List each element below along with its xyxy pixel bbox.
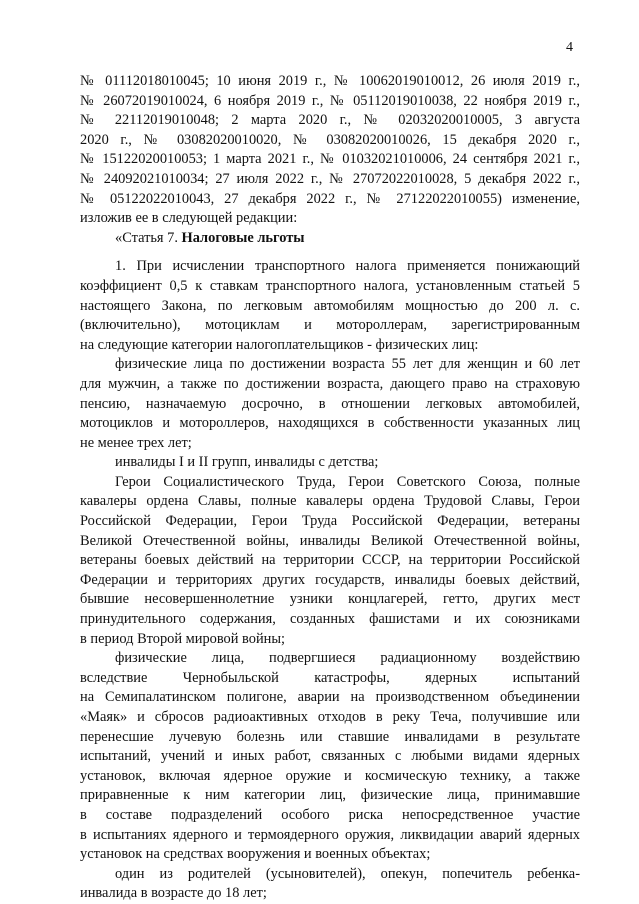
text-line: в составе подразделений особого риска непосредственное участие [80,806,580,823]
text-line: № 05122022010043, 27 декабря 2022 г., № 27122022010055) изменение, [80,190,580,207]
text-line: мотоциклов и мотороллеров, находящихся в собственности указанных лиц [80,415,580,432]
text-line: № 26072019010024, 6 ноября 2019 г., № 05112019010038, 22 ноября 2019 г., [80,92,580,109]
text-line: инвалида в возрасте до 18 лет; [80,885,267,902]
paragraph-radiation [80,649,580,865]
intro-paragraph [80,72,580,229]
text-line: один из родителей (усыновителей), опекун, попечитель ребенка- [115,865,580,882]
text-line: ветераны боевых действий на территории СССР, на территории Российской [80,552,580,569]
paragraph-disabled [80,453,580,473]
text-line: настоящего Закона, по легковым автомобилям мощностью до 200 л. с. [80,297,580,314]
page-number: 4 [566,40,573,55]
article-heading [80,229,580,249]
article-title: Налоговые льготы [181,229,305,246]
text-line: пенсию, назначаемую досрочно, в отношении легковых автомобилей, [80,395,580,412]
paragraph-pensioners [80,355,580,453]
text-line: Федерации и территориях других государств, инвалиды боевых действий, [80,571,580,588]
text-line: приравненные к ним категории лиц, физические лица, принимавшие [80,787,580,804]
paragraph-heroes [80,473,580,649]
text-line: установок на средствах вооружения и военных объектах; [80,846,431,863]
text-line: 2020 г., № 03082020010020, № 03082020010026, 15 декабря 2020 г., [80,131,580,148]
text-line: Герои Социалистического Труда, Герои Советского Союза, полные [115,473,580,490]
document-body [80,72,580,904]
text-line: кавалеры ордена Славы, полные кавалеры ордена Трудовой Славы, Герои [80,493,580,510]
text-line: физические лица, подвергшиеся радиационному воздействию [115,650,580,667]
text-line: бывшие несовершеннолетние узники концлагерей, гетто, других мест [80,591,580,608]
text-line: в период Второй мировой войны; [80,630,286,647]
text-line: «Маяк» и сбросов радиоактивных отходов в реку Теча, получившие или [80,709,580,725]
article-prefix: «Статья 7. [115,229,182,246]
text-line: № 15122020010053; 1 марта 2021 г., № 01032021010006, 24 сентября 2021 г., [80,151,580,168]
text-line: физические лица по достижении возраста 55 лет для женщин и 60 лет [115,356,580,373]
text-line: вследствие Чернобыльской катастрофы, ядерных испытаний [80,669,580,686]
text-line: принудительного содержания, созданных фашистами и их союзниками [80,611,580,628]
text-line: (включительно), мотоциклам и мотороллерам, зарегистрированным [80,317,580,334]
text-line: в испытаниях ядерного и термоядерного оружия, ликвидации аварий ядерных [80,826,580,843]
text-line: не менее трех лет; [80,434,192,451]
text-line: Российской Федерации, Герои Труда Российской Федерации, ветераны [80,513,580,530]
text-line: перенесшие лучевую болезнь или ставшие инвалидами в результате [80,728,580,745]
text-line: на следующие категории налогоплательщиков - физических лиц: [80,336,479,353]
text-line: испытаний, учений и иных работ, связанных с любыми видами ядерных [80,748,580,765]
text-line: коэффициент 0,5 к ставкам транспортного налога, установленным статьей 5 [80,277,580,294]
text-line: Великой Отечественной войны, инвалиды Великой Отечественной войны, [80,532,580,549]
text-line: 1. При исчислении транспортного налога применяется понижающий [115,258,580,275]
paragraph-parent [80,865,580,904]
text-line: для мужчин, а также по достижении возраста, дающего право на страховую [80,375,580,392]
text-line: на Семипалатинском полигоне, аварии на производственном объединении [80,689,580,706]
text-line: установок, включая ядерное оружие и космическую технику, а также [80,767,580,784]
text-line: инвалиды I и II групп, инвалиды с детства; [115,454,379,471]
text-line: изложив ее в следующей редакции: [80,210,298,227]
text-line: № 22112019010048; 2 марта 2020 г., № 02032020010005, 3 августа [80,112,580,129]
paragraph-item-1 [80,257,580,355]
text-line: № 24092021010034; 27 июля 2022 г., № 27072022010028, 5 декабря 2022 г., [80,170,580,187]
text-line: № 01112018010045; 10 июня 2019 г., № 10062019010012, 26 июля 2019 г., [80,73,580,89]
